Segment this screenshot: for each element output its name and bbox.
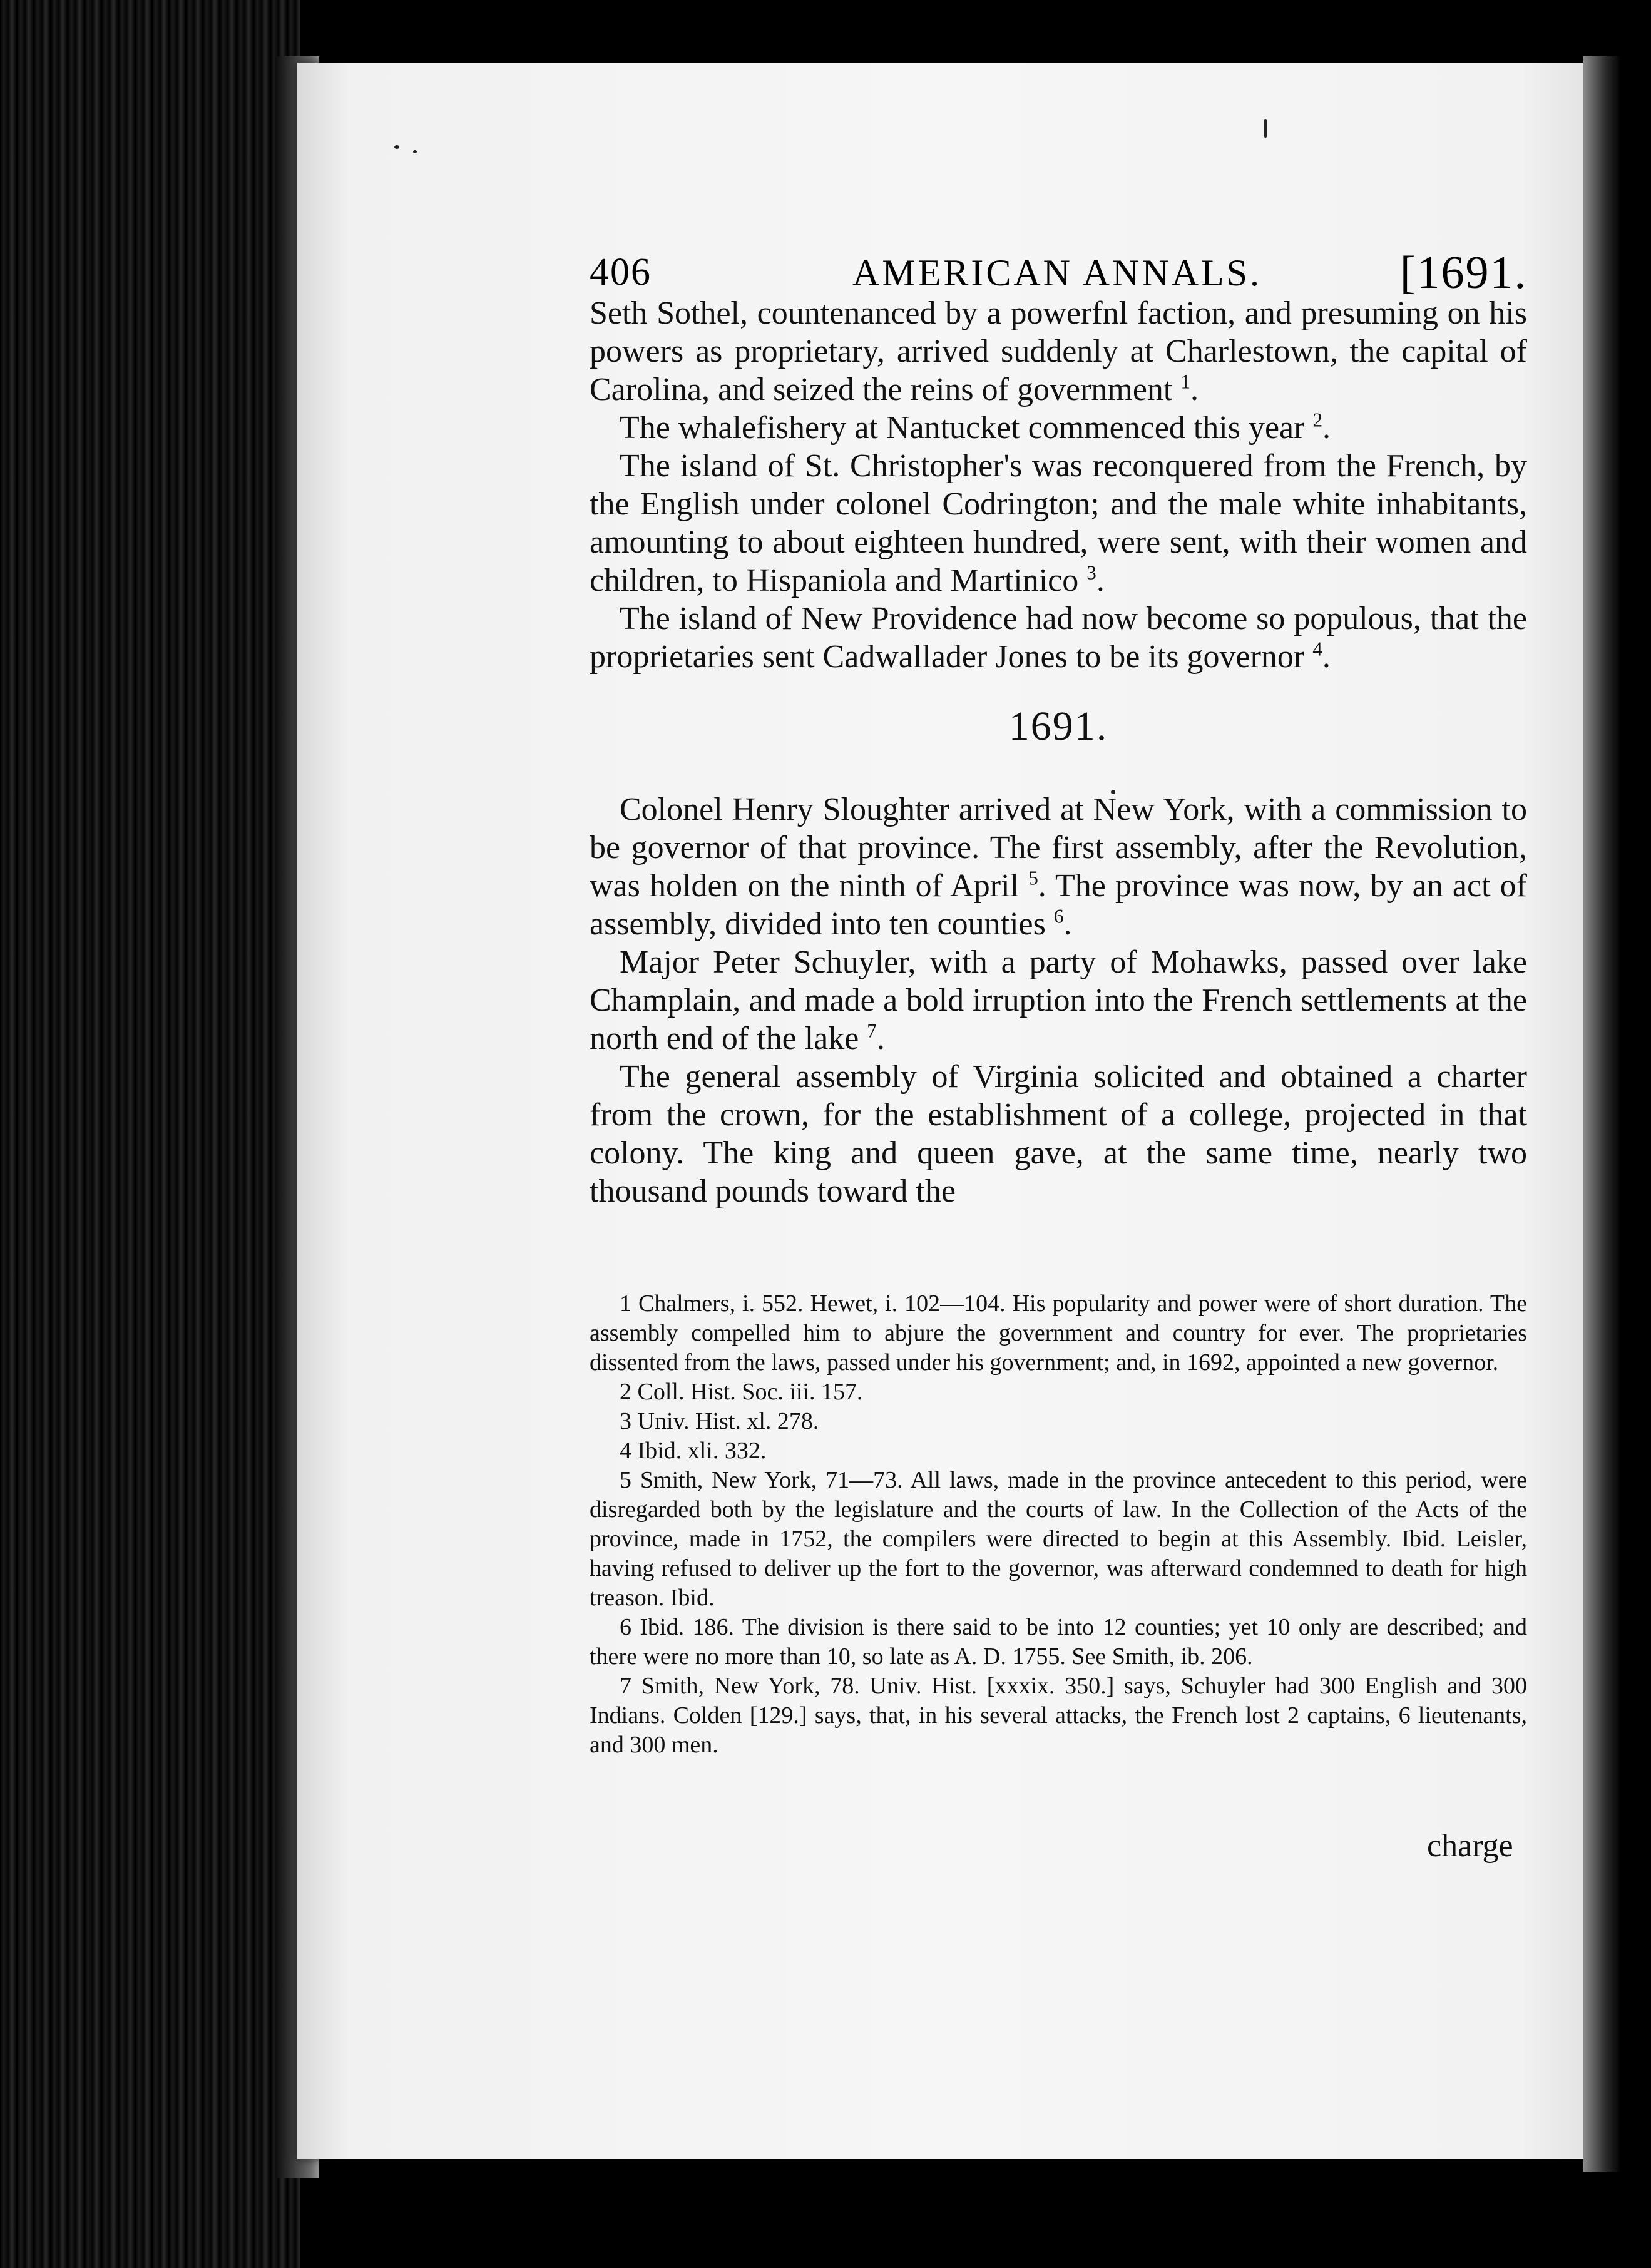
paragraph: Seth Sothel, countenanced by a powerfnl faction, and presuming on his powers as proprietary, arrived suddenly at Charlestown, the capital of Carolina, and seized the reins of government $^1$. — [590, 295, 1527, 407]
paragraph: Colonel Henry Sloughter arrived at New York, with a commission to be governor of that province. The first assembly, after the Revolution, was holden on the ninth of April $^5$. The province was now, by an act of assembly, divided into ten counties $^6$. — [590, 792, 1527, 942]
paragraph: The general assembly of Virginia solicited and obtained a charter from the crown, for the establishment of a college, projected in that colony. The king and queen gave, at the same time, nearly two thousand pounds toward the — [590, 1059, 1527, 1209]
footnote-ref: 1 — [1180, 370, 1190, 393]
paragraph: Major Peter Schuyler, with a party of Mohawks, passed over lake Champlain, and made a bold irruption into the French settlements at the north end of the lake $^7$. — [590, 944, 1527, 1056]
footnote: 3 Univ. Hist. xl. 278. — [620, 1408, 819, 1434]
footnote: 5 Smith, New York, 71—73. All laws, made in the province antecedent to this period, were disregarded both by the legislature and the courts of law. In the Collection of the Acts of the province, made in 1752, the compilers were directed to begin at this Assembly. Ibid. Leisler, having refused to deliver up the fort to the governor, was afterward condemned to death for high treason. Ibid. — [590, 1467, 1527, 1611]
footnote-ref: 2 — [1312, 409, 1323, 431]
footnote: 4 Ibid. xli. 332. — [620, 1438, 767, 1464]
next-page-edge — [1583, 56, 1621, 2172]
footnote-ref: 3 — [1086, 561, 1096, 584]
ink-speck — [1264, 119, 1267, 138]
footnote-ref: 7 — [867, 1019, 877, 1042]
footnotes — [590, 1289, 1527, 1760]
paragraph: The island of St. Christopher's was reconquered from the French, by the English under colonel Codrington; and the male white inhabitants, amounting to about eighteen hundred, were sent, with their women and children, to Hispaniola and Martinico $^3$. — [590, 448, 1527, 598]
book-binding — [0, 0, 300, 2268]
paragraph: The island of New Providence had now become so populous, that the proprietaries sent Cadwallader Jones to be its governor $^4$. — [590, 601, 1527, 675]
footnote-ref: 4 — [1312, 638, 1322, 660]
footnote: 6 Ibid. 186. The division is there said to be into 12 counties; yet 10 only are described; and there were no more than 10, so late as A. D. 1755. See Smith, ib. 206. — [590, 1614, 1527, 1670]
page-number: 406 — [590, 251, 652, 294]
footnote: 1 Chalmers, i. 552. Hewet, i. 102—104. His popularity and power were of short duration. The assembly compelled him to abjure the government and country for ever. The proprietaries dissented from the laws, passed under his government; and, in 1692, appointed a new governor. — [590, 1290, 1527, 1376]
running-title: AMERICAN ANNALS. — [852, 252, 1262, 294]
ink-speck — [394, 145, 399, 149]
ink-speck — [413, 150, 417, 153]
paragraph: The whalefishery at Nantucket commenced this year $^2$. — [620, 409, 1331, 446]
footnote-ref: 5 — [1028, 867, 1038, 889]
main-text — [590, 294, 1527, 1210]
header-year: [1691. — [1399, 247, 1527, 299]
footnote-ref: 6 — [1053, 905, 1064, 927]
section-heading-year: 1691. — [1008, 703, 1108, 749]
footnote: 7 Smith, New York, 78. Univ. Hist. [xxxix. 350.] says, Schuyler had 300 English and 300 Indians. Colden [129.] says, that, in his several attacks, the French lost 2 captains, 6 lieutenants, and 300 men. — [590, 1673, 1527, 1758]
footnote: 2 Coll. Hist. Soc. iii. 157. — [620, 1379, 863, 1405]
catchword: charge — [1427, 1828, 1513, 1864]
